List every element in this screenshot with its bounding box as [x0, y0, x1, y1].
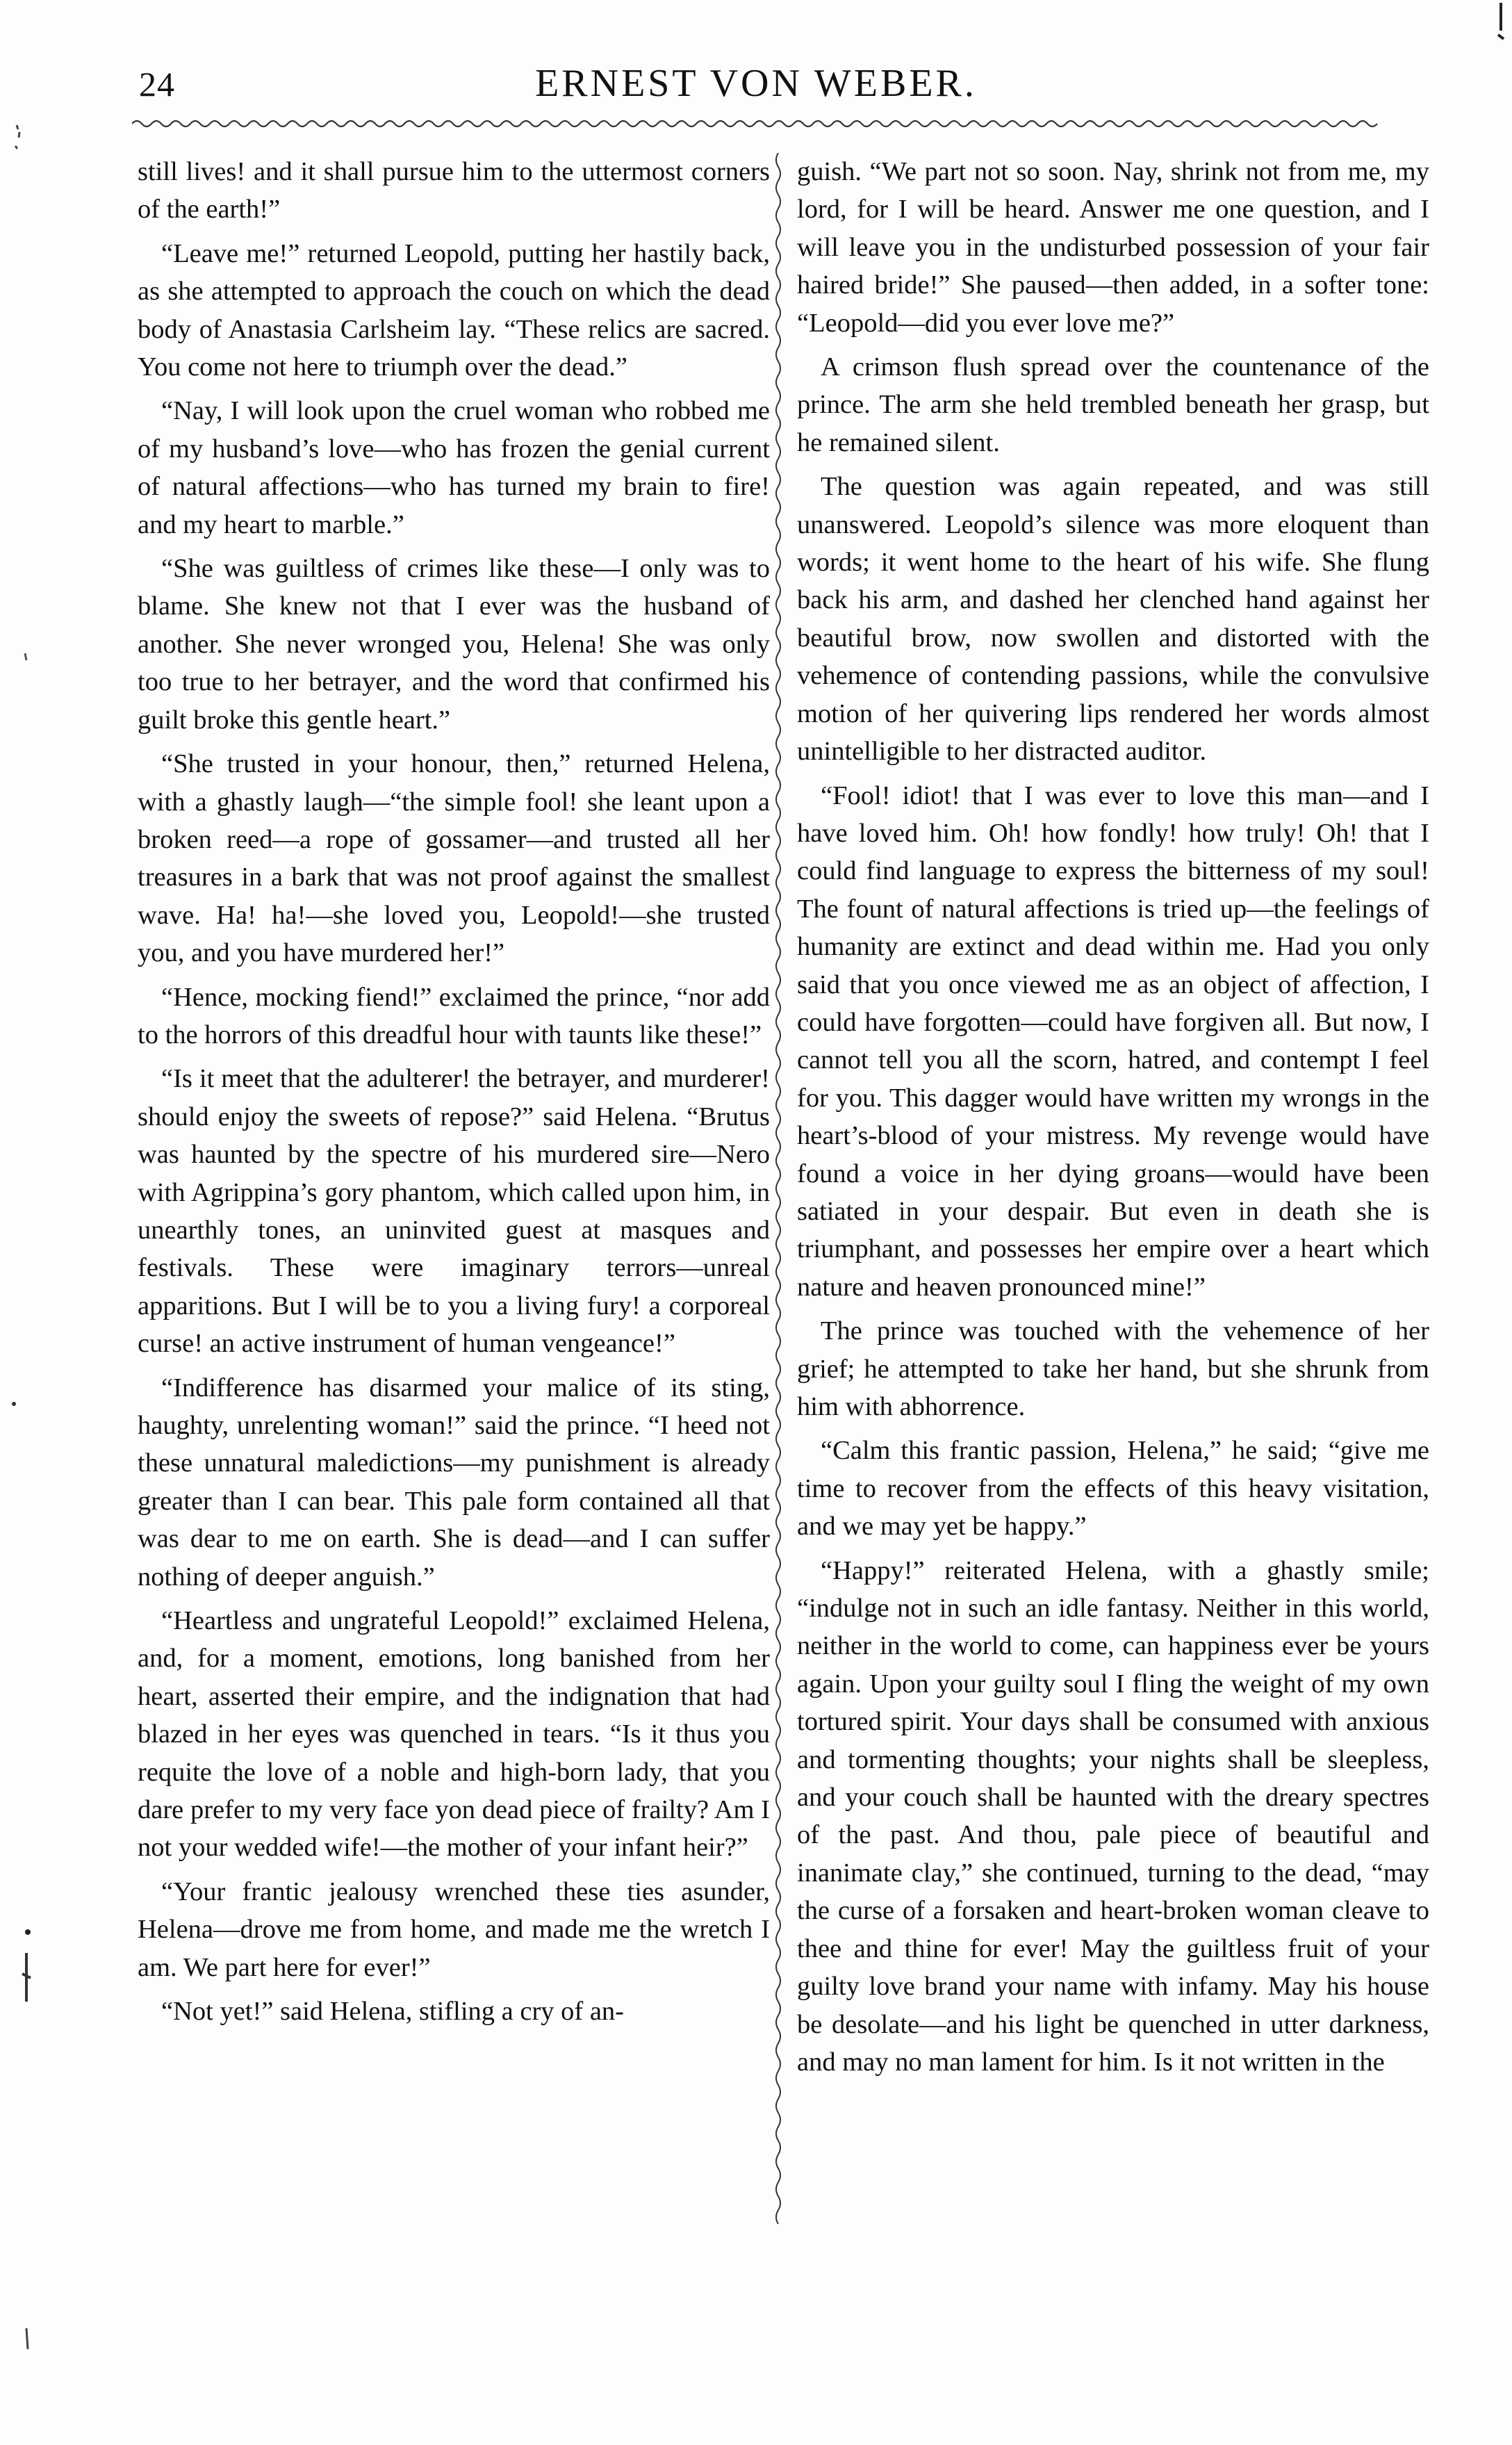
paragraph: “She trusted in your honour, then,” returned Helena, with a ghastly laugh—“the simple fool! she leant upon a broken reed—a rope of gossamer—and trusted all her treasures in a bark that was not proof against the smallest wave. Ha! ha!—she loved you, Leopold!—she trusted you, and you have murdered her!”	[138, 749, 770, 968]
paragraph: still lives! and it shall pursue him to the uttermost corners of the earth!”	[138, 157, 770, 224]
right-column	[797, 153, 1429, 2087]
margin-marks	[7, 104, 35, 2398]
running-title: ERNEST VON WEBER.	[535, 62, 977, 105]
paragraph: A crimson flush spread over the countenance of the prince. The arm she held trembled beneath her grasp, but he remained silent.	[797, 352, 1429, 457]
paragraph: The prince was touched with the vehemence of her grief; he attempted to take her hand, but she shrunk from him with abhorrence.	[797, 1316, 1429, 1421]
paragraph: “Hence, mocking fiend!” exclaimed the prince, “nor add to the horrors of this dreadful hour with taunts like these!”	[138, 982, 770, 1049]
paragraph: “Fool! idiot! that I was ever to love this man—and I have loved him. Oh! how fondly! how truly! Oh! that I could find language to express the bitterness of my soul! The fount of natural affections is tried up—the feelings of humanity are extinct and dead within me. Had you only said that you once viewed me as an object of affection, I could have forgotten—could have forgiven all. But now, I cannot tell you all the scorn, hatred, and contempt I feel for you. This dagger would have written my wrongs in the heart’s-blood of your mistress. My revenge would have found a voice in her dying groans—would have been satiated in your despair. But even in death she is triumphant, and possesses her empire over a heart which nature and heaven pronounced mine!”	[797, 780, 1429, 1302]
paragraph: “Happy!” reiterated Helena, with a ghastly smile; “indulge not in such an idle fantasy. Neither in this world, neither in the world to come, can happiness ever be yours again. Upon your guilty soul I fling the weight of my own tortured spirit. Your days shall be consumed with anxious and tormenting thoughts; your nights shall be sleepless, and your couch shall be haunted with the dreary spectres of the past. And thou, pale piece of beautiful and inanimate clay,” she continued, turning to the dead, “may the curse of a forsaken and heart-broken woman cleave to thee and thine for ever! May the guiltless fruit of your guilty love brand your name with infamy. May his house be desolate—and his light be quenched in utter darkness, and may no man lament for him. Is it not written in the	[797, 1555, 1429, 2077]
column-divider	[773, 153, 784, 2391]
paragraph: “Your frantic jealousy wrenched these ties asunder, Helena—drove me from home, and made me the wretch I am. We part here for ever!”	[138, 1876, 770, 1982]
paragraph: “Is it meet that the adulterer! the betrayer, and murderer! should enjoy the sweets of repose?” said Helena. “Brutus was haunted by the spectre of his murdered sire—Nero with Agrippina’s gory phantom, which called upon him, in unearthly tones, an uninvited guest at masques and festivals. These were imaginary terrors—unreal apparitions. But I will be to you a living fury! a corporeal curse! an active instrument of human vengeance!”	[138, 1064, 770, 1359]
paragraph: “Leave me!” returned Leopold, putting her hastily back, as she attempted to approach the couch on which the dead body of Anastasia Carlsheim lay. “These relics are sacred. You come not here to triumph over the dead.”	[138, 238, 770, 382]
paragraph: “Not yet!” said Helena, stifling a cry of an-	[161, 1997, 625, 2027]
header-wavy-rule	[132, 117, 1438, 131]
corner-mark	[1494, 0, 1508, 56]
paragraph: The question was again repeated, and was still unanswered. Leopold’s silence was more eloquent than words; it went home to the heart of his wife. She flung back his arm, and dashed her clenched hand against her beautiful brow, now swollen and distorted with the vehemence of contending passions, while the convulsive motion of her quivering lips rendered her words almost unintelligible to her distracted auditor.	[797, 472, 1429, 767]
paragraph: “Nay, I will look upon the cruel woman who robbed me of my husband’s love—who has frozen the genial current of natural affections—who has turned my brain to fire! and my heart to marble.”	[138, 396, 770, 539]
paragraph: guish. “We part not so soon. Nay, shrink not from me, my lord, for I will be heard. Answer me one question, and I will leave you in the undisturbed possession of your fair haired bride!” She paused—then added, in a softer tone: “Leopold—did you ever love me?”	[797, 157, 1429, 338]
left-column	[138, 153, 770, 2037]
page-number: 24	[139, 65, 175, 104]
paragraph: “She was guiltless of crimes like these—I only was to blame. She knew not that I ever was the husband of another. She never wronged you, Helena! She was only too true to her betrayer, and the word that confirmed his guilt broke this gentle heart.”	[138, 554, 770, 735]
paragraph: “Heartless and ungrateful Leopold!” exclaimed Helena, and, for a moment, emotions, long banished from her heart, asserted their empire, and the indignation that had blazed in her eyes was quenched in tears. “Is it thus you requite the love of a noble and high-born lady, that you dare prefer to my very face yon dead piece of frailty? Am I not your wedded wife!—the mother of your infant heir?”	[138, 1606, 770, 1863]
paragraph: “Indifference has disarmed your malice of its sting, haughty, unrelenting woman!” said the prince. “I heed not these unnatural maledictions—my punishment is already greater than I can bear. This pale form contained all that was dear to me on earth. She is dead—and I can suffer nothing of deeper anguish.”	[138, 1373, 770, 1592]
paragraph: “Calm this frantic passion, Helena,” he said; “give me time to recover from the effects of this heavy visitation, and we may yet be happy.”	[797, 1436, 1429, 1542]
